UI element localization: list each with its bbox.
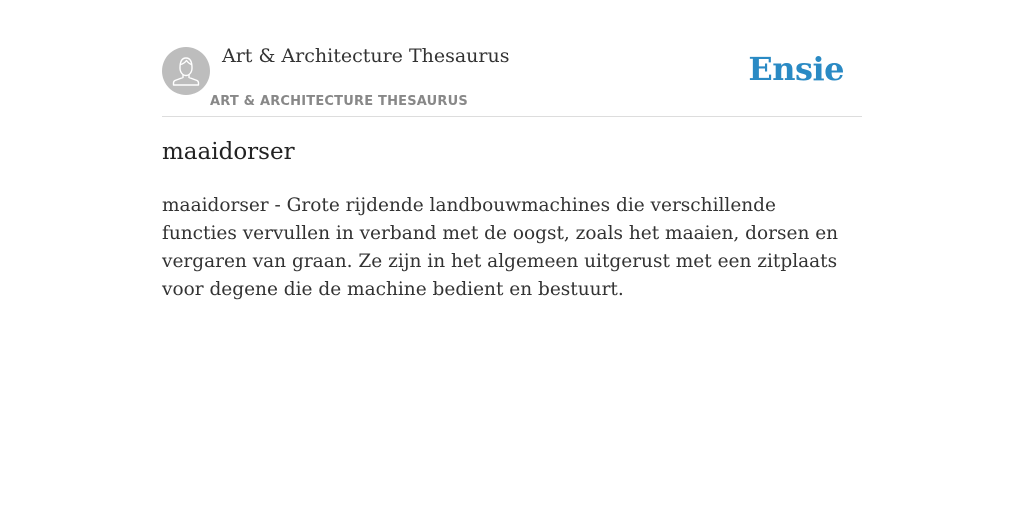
entry-card (162, 0, 862, 300)
entry-definition: maaidorser - Grote rijdende landbouwmachines die verschillende functies vervullen in verband met de oogst, zoals het maaien, dorsen en vergaren van graan. Ze zijn in het algemeen uitgerust met een zitplaats voor degene die de machine bedient en bestuurt. (162, 195, 839, 300)
entry-header (162, 0, 862, 117)
ensie-logo[interactable]: Ensie (748, 50, 844, 88)
avatar[interactable] (162, 47, 210, 95)
source-label: ART & ARCHITECTURE THESAURUS (210, 94, 468, 109)
entry-term: maaidorser (162, 139, 295, 165)
user-icon (162, 47, 210, 95)
author-name[interactable]: Art & Architecture Thesaurus (222, 45, 510, 67)
